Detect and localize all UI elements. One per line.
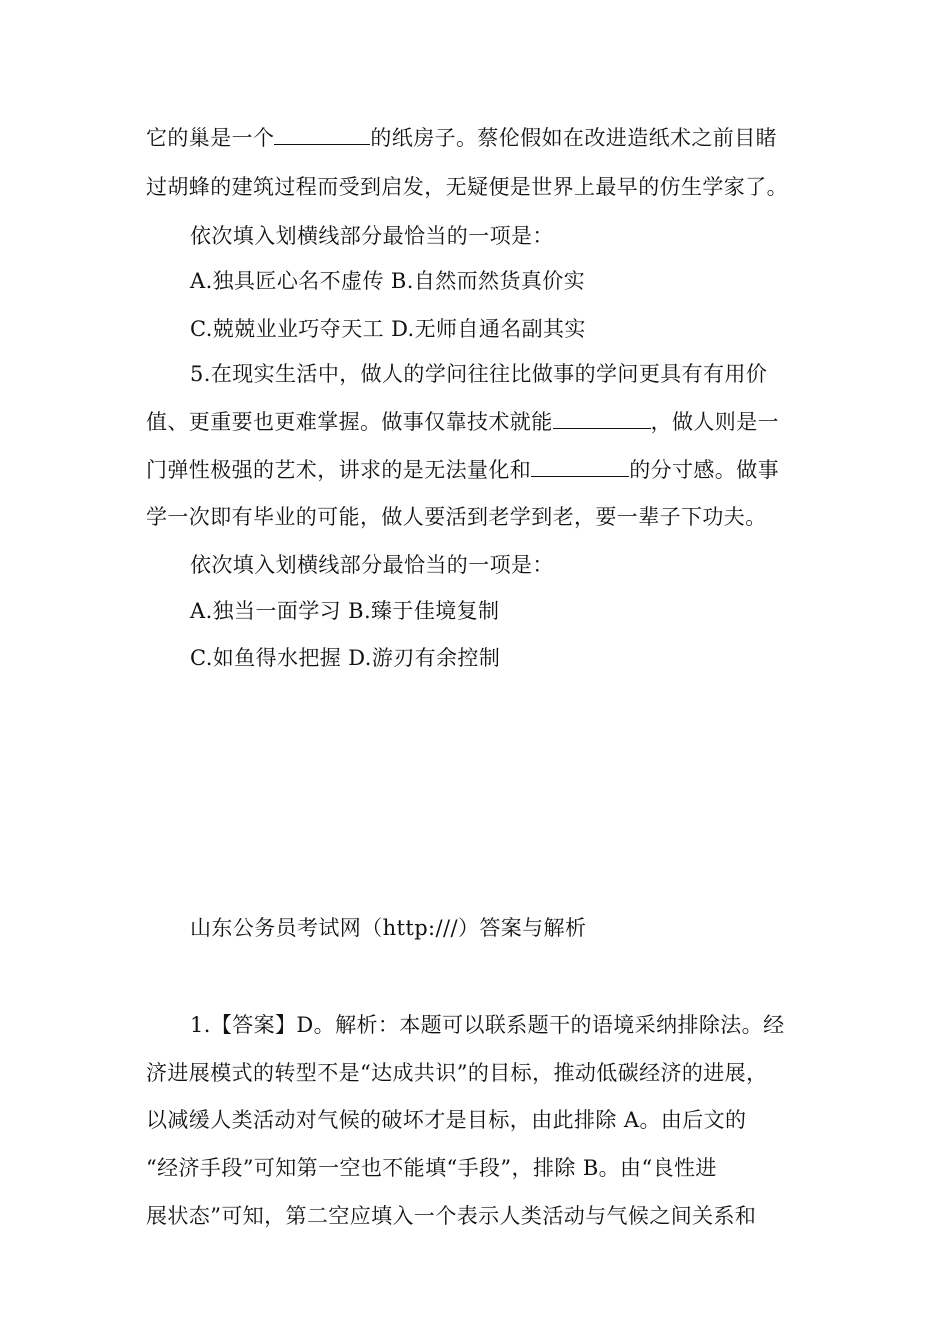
q4-line1-after-blank: 的纸房子。蔡伦假如在改进造纸术之前目睹 [370,126,778,150]
q4-line1-before-blank: 它的巢是一个 [146,126,275,150]
q4-text-line-1 [146,123,777,153]
q5-options-ab: A.独当一面学习 B.臻于佳境复制 [190,599,500,623]
q5-text-line-3 [146,455,779,485]
q4-options-cd: C.兢兢业业巧夺天工 D.无师自通名副其实 [190,317,586,341]
answer-1-line-5: 展状态”可知，第二空应填入一个表示人类活动与气候之间关系和 [146,1204,757,1228]
q5-options-cd: C.如鱼得水把握 D.游刃有余控制 [190,646,501,670]
q5-line2-before-blank: 值、更重要也更难掌握。做事仅靠技术就能 [146,410,553,434]
q5-line3-after-blank: 的分寸感。做事 [629,458,780,482]
answer-1-line-4: “经济手段”可知第一空也不能填“手段”，排除 B。由“良性进 [146,1156,717,1180]
q5-text-line-2 [146,407,779,437]
q5-line2-after-blank: ，做人则是一 [650,410,780,434]
answer-1-line-3: 以减缓人类活动对气候的破坏才是目标，由此排除 A。由后文的 [146,1108,747,1132]
q4-options-ab: A.独具匠心名不虚传 B.自然而然货真价实 [190,269,586,293]
fill-blank [274,124,370,145]
q5-text-line-1: 5.在现实生活中，做人的学问往往比做事的学问更具有有用价 [190,362,768,386]
q4-prompt: 依次填入划横线部分最恰当的一项是： [190,224,554,248]
fill-blank [553,408,651,429]
q5-prompt: 依次填入划横线部分最恰当的一项是： [190,553,554,577]
answer-1-line-1: 1.【答案】D。解析：本题可以联系题干的语境采纳排除法。经 [190,1013,785,1037]
q4-text-line-2: 过胡蜂的建筑过程而受到启发，无疑便是世界上最早的仿生学家了。 [146,175,788,199]
answer-1-line-2: 济进展模式的转型不是“达成共识”的目标，推动低碳经济的进展， [146,1061,768,1085]
q5-text-line-4: 学一次即有毕业的可能，做人要活到老学到老，要一辈子下功夫。 [146,505,767,529]
answers-heading: 山东公务员考试网（http:///）答案与解析 [190,916,587,940]
q5-line3-before-blank: 门弹性极强的艺术，讲求的是无法量化和 [146,458,532,482]
fill-blank [531,456,629,477]
